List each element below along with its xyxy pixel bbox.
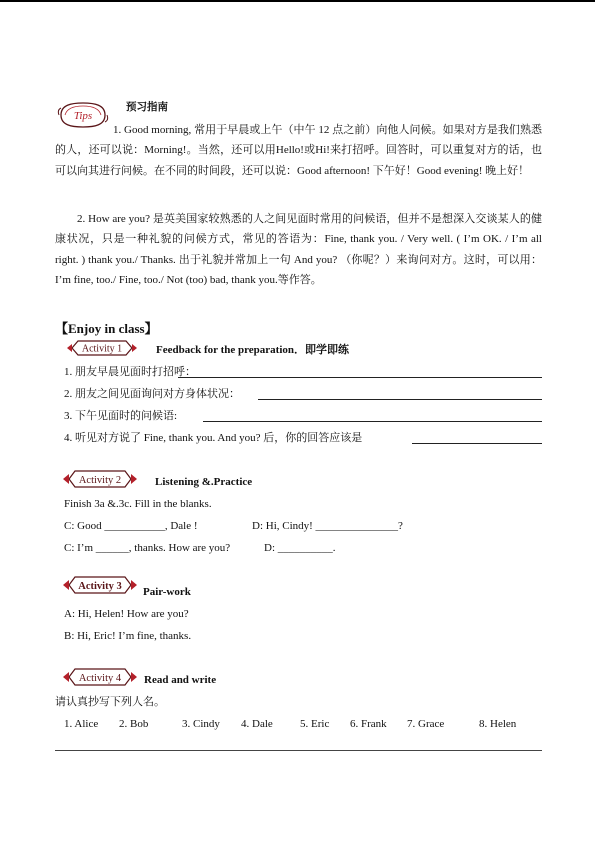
svg-text:Activity 4: Activity 4: [78, 673, 122, 684]
tips-paragraph-2: 2. How are you? 是英美国家较熟悉的人之间见面时常用的问候语，但并不是想深入交谈某人的健康状况，只是一种礼貌的问候方式，常见的答语为：Fine, thank you. / Very well. ( I’m OK. / I’m all right. ) thank you./ Thanks. 出于礼貌并常加上一句 And you? （你呢？）来询问对方。这时，可以用：I’m fine, too./ Fine, too./ Not (too) bad, thank you.等作答。: [55, 213, 542, 286]
dialogue-line-c1: C: Good ___________, Dale !: [64, 520, 198, 532]
pairwork-line-b: B: Hi, Eric! I’m fine, thanks.: [64, 630, 192, 642]
tips-paragraph-1: 1. Good morning, 常用于早晨或上午（中午 12 点之前）向他人问候。如果对方是我们熟悉的人，还可以说：Morning!。当然，还可以用Hello!或Hi!来打招呼。回答时，可以重复对方的话，也可以向其进行问候。在不同的时间段，还可以说：Good afternoon! 下午好！Good evening! 晚上好！: [55, 124, 542, 177]
activity-1-badge: [66, 338, 138, 358]
tips-title: 预习指南: [126, 101, 168, 113]
tips-icon-text: Tips: [73, 110, 93, 122]
activity-1-question-4: 4. 听见对方说了 Fine, thank you. And you? 后，你的回答应该是: [64, 432, 363, 444]
activity-1-question-2: 2. 朋友之间见面询问对方身体状况：: [64, 388, 240, 400]
enjoy-in-class-heading: 【Enjoy in class】: [55, 321, 158, 336]
answer-blank-3[interactable]: [203, 420, 542, 422]
svg-text:Activity 3: Activity 3: [78, 581, 122, 592]
activity-2-title: Listening &.Practice: [155, 476, 253, 488]
activity-4-title: Read and write: [144, 674, 217, 686]
dialogue-line-d1: D: Hi, Cindy! _______________?: [252, 520, 403, 532]
activity-3-title: Pair-work: [143, 586, 191, 598]
activity-1-question-3: 3. 下午见面时的问候语:: [64, 410, 178, 422]
name-item: 8. Helen: [479, 718, 517, 730]
name-item: 3. Cindy: [182, 718, 220, 730]
activity-4-instruction: 请认真抄写下列人名。: [55, 696, 165, 708]
activity-4-badge: [62, 666, 138, 688]
name-item: 5. Eric: [300, 718, 330, 730]
svg-text:Activity 1: Activity 1: [81, 343, 123, 355]
name-item: 4. Dale: [241, 718, 273, 730]
dialogue-line-d2: D: __________.: [264, 542, 336, 554]
name-item: 6. Frank: [350, 718, 387, 730]
name-item: 1. Alice: [64, 718, 99, 730]
activity-1-question-1: 1. 朋友早晨见面时打招呼：: [64, 366, 196, 378]
svg-text:Activity 2: Activity 2: [78, 475, 122, 486]
activity-3-badge: [62, 574, 138, 596]
dialogue-line-c2: C: I’m ______, thanks. How are you?: [64, 542, 231, 554]
pairwork-line-a: A: Hi, Helen! How are you?: [64, 608, 189, 620]
activity-1-title: Feedback for the preparation．即学即练: [156, 344, 349, 356]
answer-blank-1[interactable]: [178, 376, 542, 378]
name-item: 2. Bob: [119, 718, 149, 730]
activity-2-badge: [62, 468, 138, 490]
name-item: 7. Grace: [407, 718, 445, 730]
answer-blank-4[interactable]: [412, 442, 542, 444]
top-border-line: [0, 0, 595, 2]
activity-2-instruction: Finish 3a &.3c. Fill in the blanks.: [64, 498, 212, 510]
answer-blank-2[interactable]: [258, 398, 542, 400]
writing-line[interactable]: [55, 750, 542, 751]
